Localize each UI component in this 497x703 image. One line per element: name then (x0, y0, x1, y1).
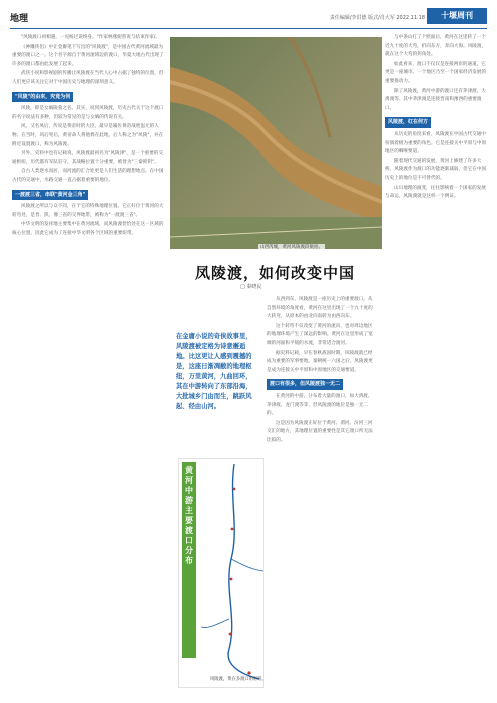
paragraph: 另外，史料中也有记载说，风陵渡最初名为"风陵津"，是一个重要的交通枢纽，历代都有军队驻守，其战略位置十分重要，被誉为"三秦锁钥"。 (12, 151, 164, 165)
paragraph: "风陵渡口初相遇，一见杨过误终身。"作家林燕妮曾说与结束作家/。 (21, 35, 160, 40)
paragraph: 山川地理的演变，往往影响着一个国家的发展与命运，风陵渡就是这样一个例证。 (385, 185, 486, 200)
paragraph: 武侠小说和影视剧的传播让风陵渡在当代人心中占据了独特的位置，但人们更应该关注它对于中国历史与地理的深刻意义。 (12, 71, 164, 85)
map-side-label: 黄河中游主要渡口分布 (182, 462, 196, 658)
paragraph: 风陵渡之所以与众不同，在于它的特殊地理位置。它正好位于黄河的大转弯处，是晋、陕、豫三省的交界地带，被称为"一渡渡三省"。 (12, 204, 164, 218)
paragraph: 自古人类逐水而居，而河流的汇合处更是人们生活的理想地点。在中国古代的交通中，水路交通一直占据着重要的地位。 (12, 169, 164, 183)
article-byline: □ 秦晓民 (240, 284, 262, 290)
paragraph: 《神雕侠侣》中让金庸笔下写出的"风陵渡"，是中国古代黄河流域最为重要的渡口之一。这个名字源自于黄河流域边的渡口，华夏大地古代出现了许多的渡口都由此发展了起来。 (12, 44, 164, 67)
paragraph: 从西到东，风陵渡是一座历史上的重要渡口。从自然环境的角度看，黄河在这里出现了一个九十度的大转弯，从原本的由北向南转为由西向东。 (267, 297, 373, 320)
right-column (385, 34, 489, 698)
subhead: 风陵渡，红在何方 (385, 117, 431, 128)
paragraph: 这个转弯不仅改变了黄河的流向，也对周边地区的地理环境产生了深远的影响。黄河在这里形成了宽阔的河面和平缓的水流，非常适合渡河。 (267, 323, 373, 346)
aerial-river-photo (170, 37, 382, 249)
paragraph: 风，又名凤后，传说是黄帝时的大臣，最早是辅佐黄帝战胜蚩尤的人物。在当时，风后死后，黄帝命人将他葬在此地，后人称之为"风陵"，并在附近设置渡口，称为风陵渡。 (12, 124, 164, 147)
paragraph: 据史料记载，早在春秋战国时期，风陵渡就已经成为重要的军事要地。秦朝统一六国之后，风陵渡更是成为连接关中平原和中原地区的交通要道。 (267, 350, 373, 373)
header-rule (10, 28, 487, 29)
paragraph: 随着现代交通的发展，黄河上修建了许多大桥，风陵渡作为渡口的功能逐渐减弱，但它在中国历史上的地位是不可替代的。 (385, 158, 487, 181)
left-column (12, 34, 164, 698)
photo-caption: 山西芮城，黄河风陵渡段航拍。 (260, 245, 323, 250)
paragraph: 从历史的角度来看，风陵渡在中国古代交通中扮演着极为重要的角色。它是连接关中平原与中原地区的咽喉要道。 (385, 131, 487, 155)
middle-column (267, 296, 377, 696)
subhead: "风陵"的由来，究竟为何 (12, 92, 73, 103)
publication-brand: 十堰周刊 (427, 8, 487, 24)
paragraph: 在黄河的中游，分布着大量的渡口，如大禹渡、茅津渡、龙门渡等等，但风陵渡的地位是独一无二的。 (267, 393, 373, 417)
map-caption: 风陵渡，黄在多渡口的枢纽。 (210, 677, 266, 682)
subhead: 一渡渡三省，串联"黄河金三角" (12, 190, 88, 201)
paragraph: 中华文明的发祥地主要集中在黄河流域，而风陵渡恰恰处在这一区域的核心位置，因此它成为了连接中华文明各个区域的重要纽带。 (12, 222, 164, 236)
paragraph: 与中条山打了个照面后，黄河在这里转了一个近九十度的大弯，折向东方，奔向大海。风陵渡，就在这个大弯的拐角处。 (385, 35, 487, 58)
page-header (10, 8, 487, 30)
paragraph: 除了风陵渡，黄河中游的渡口还有茅津渡、大禹渡等。其中茅津渡是连接晋南和豫西的重要渡口。 (385, 88, 486, 111)
subhead: 渡口有很多，但风陵渡独一无二 (267, 379, 343, 390)
river-photo-graphic (170, 37, 382, 249)
paragraph: 风陵，即是女娲陵墓之名。其实，说到风陵渡，历史古代关于这个渡口的名字说法有多种，但较为常见的是与女娲的传说有关。 (12, 106, 164, 120)
section-title: 地理 (10, 14, 29, 24)
article-headline: 凤陵渡，如何改变中国 (195, 264, 356, 282)
paragraph: 这是因为风陵渡正好位于黄河、渭河、汾河三河交汇的地方，其地理位置的重要性是其它渡口所无法比拟的。 (267, 420, 373, 443)
paragraph: 如此看来，渡口不仅仅是连接两岸的通道，它更是一座城市、一个地区乃至一个国家经济发展的重要推动力。 (385, 61, 487, 84)
pull-quote: 在金庸小说的奇侠故事里，风陵渡被定格为诗意邂逅地。比这更让人感到震撼的是，这座日渐凋敝的地理枢纽，万里黄河，九曲回环，其在中游转向了东部沿海，大批城乡门由而生，跳跃风起、经由山河。 (176, 333, 252, 410)
editor-meta: 责任编辑/李洪德 版式/肖大军 2022.11.18 (329, 15, 425, 21)
